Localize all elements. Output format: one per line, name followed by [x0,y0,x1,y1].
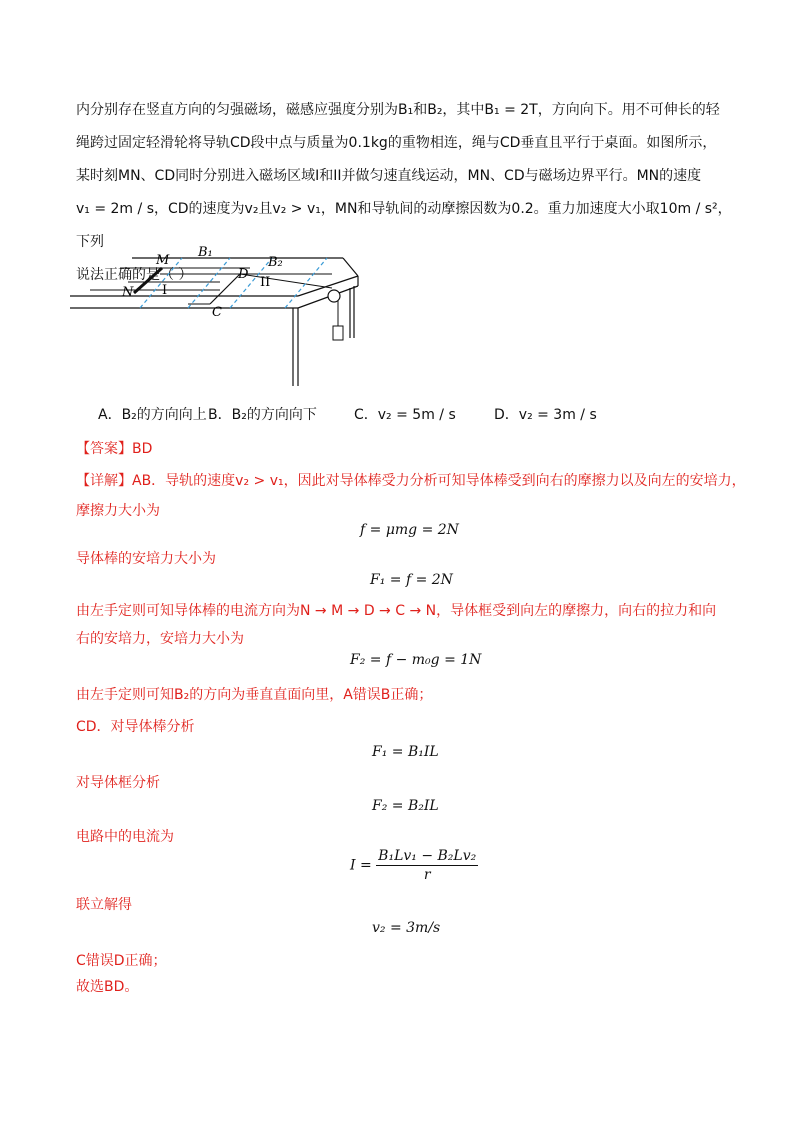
question-line-1: 内分别存在竖直方向的匀强磁场，磁感应强度分别为B₁和B₂，其中B₁ = 2T，方向向下。用不可伸长的轻 [76,102,720,118]
label-region-I: I [162,283,168,298]
option-d: D．v₂ = 3m / s [494,407,597,423]
explanation-p10: 故选BD。 [76,979,139,995]
question-line-3: 某时刻MN、CD同时分别进入磁场区域I和II并做匀速直线运动，MN、CD与磁场边界平行。MN的速度 [76,168,702,184]
equation-current [350,848,478,883]
explanation-p4: 由左手定则可知B₂的方向为垂直直面向里，A错误B正确； [76,687,433,703]
label-D: D [238,267,249,282]
equation-friction: f = μmg = 2N [360,522,459,538]
label-M: M [156,253,170,268]
equation-current-numerator: B₁Lv₁ − B₂Lv₂ [378,848,477,864]
question-line-4: v₁ = 2m / s，CD的速度为v₂且v₂ > v₁，MN和导轨间的动摩擦因数为0.2。重力加速度大小取10m / s²，下列 [76,201,732,250]
explanation-p1a: 【详解】AB．导轨的速度v₂ > v₁，因此对导体棒受力分析可知导体棒受到向右的摩擦力以及向左的安培力， [76,473,746,489]
label-region-II: II [260,275,271,290]
rail-magnetic-field-diagram [70,238,370,388]
explanation-p2: 导体棒的安培力大小为 [76,551,216,567]
explanation-p9: C错误D正确； [76,953,167,969]
label-B2: B₂ [268,255,283,270]
question-line-2: 绳跨过固定轻滑轮将导轨CD段中点与质量为0.1kg的重物相连，绳与CD垂直且平行于桌面。如图所示， [76,135,717,151]
option-b: B．B₂的方向向下 [208,407,317,423]
explanation-p3b: 右的安培力，安培力大小为 [76,631,244,647]
option-c: C．v₂ = 5m / s [354,407,456,423]
explanation-p5: CD．对导体棒分析 [76,719,195,735]
explanation-p7: 电路中的电流为 [76,829,174,845]
equation-ampere-force-1: F₁ = f = 2N [370,572,453,588]
equation-current-denominator: r [423,867,431,883]
explanation-p8: 联立解得 [76,897,132,913]
equation-current-lhs: I = [350,857,372,874]
label-N: N [122,285,134,300]
equation-current-fraction [376,848,478,883]
question-line-5: 说法正确的是（ ） [76,267,193,283]
equation-f1-b1il: F₁ = B₁IL [372,744,439,760]
explanation-p1b: 摩擦力大小为 [76,503,160,519]
label-B1: B₁ [198,245,213,260]
equation-ampere-force-2: F₂ = f − m₀g = 1N [350,652,482,668]
explanation-p3a: 由左手定则可知导体棒的电流方向为N → M → D → C → N，导体框受到向左的摩擦力，向右的拉力和向 [76,603,717,619]
equation-result: v₂ = 3m/s [372,920,441,936]
answer-label: 【答案】BD [76,441,153,457]
equation-f2-b2il: F₂ = B₂IL [372,798,439,814]
label-C: C [212,305,222,320]
option-a: A．B₂的方向向上 [98,407,207,423]
explanation-p6: 对导体框分析 [76,775,160,791]
